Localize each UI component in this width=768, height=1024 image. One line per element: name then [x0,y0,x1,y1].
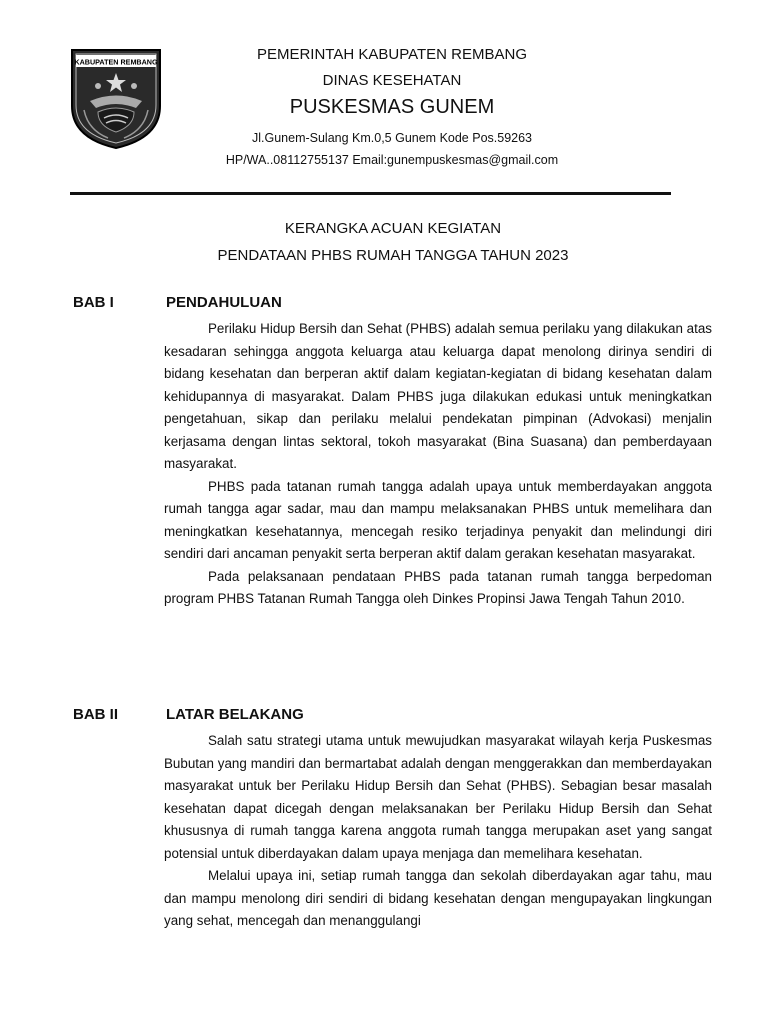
kop-puskesmas: PUSKESMAS GUNEM [289,96,495,118]
paragraph: Salah satu strategi utama untuk mewujudkan masyarakat wilayah kerja Puskesmas Bubutan yang mandiri dan bermartabat adalah dengan menggerakkan dan memberdayakan masyarakat untuk ber Perilaku Hidup Bersih dan Sehat (PHBS). Sebagian besar masalah kesehatan dapat dicegah dengan melaksanakan ber Perilaku Hidup Bersih dan Sehat khususnya di rumah tangga karena anggota rumah tangga merupakan aset yang sangat potensial untuk diberdayakan dalam upaya menjaga dan memelihara kesehatan. [164,733,712,861]
document-title: KERANGKA ACUAN KEGIATAN [284,220,502,237]
paragraph: Perilaku Hidup Bersih dan Sehat (PHBS) adalah semua perilaku yang dilakukan atas kesadaran sehingga anggota keluarga atau keluarga dapat menolong dirinya sendiri di bidang kesehatan dan berperan aktif dalam kegiatan-kegiatan di bidang kesehatan dalam kehidupannya di masyarakat. Dalam PHBS juga dilakukan edukasi untuk meningkatkan pengetahuan, sikap dan perilaku melalui pendekatan pimpinan (Advokasi) menjalin kerjasama dengan lintas sektoral, tokoh masyarakat (Bina Suasana) dan pemberdayaan masyarakat. [164,321,712,471]
kabupaten-rembang-logo [68,46,164,150]
kop-pemerintah: PEMERINTAH KABUPATEN REMBANG [256,46,528,63]
bab-ii-heading: LATAR BELAKANG [166,706,304,723]
letterhead-divider [70,192,671,195]
paragraph: Melalui upaya ini, setiap rumah tangga dan sekolah diberdayakan agar tahu, mau dan mampu menolong diri sendiri di bidang kesehatan dengan mengupayakan lingkungan yang sehat, mencegah dan menanggulangi [164,868,712,928]
paragraph: PHBS pada tatanan rumah tangga adalah upaya untuk memberdayakan anggota rumah tangga agar sadar, mau dan mampu melaksanakan PHBS untuk memelihara dan meningkatkan kesehatannya, mencegah resiko terjadinya penyakit dan melindungi diri sendiri dari ancaman penyakit serta berperan aktif dalam gerakan kesehatan masyarakat. [164,478,712,561]
bab-i-label: BAB I [73,294,114,311]
bab-ii-body [164,730,712,933]
bab-i-body [164,318,712,611]
kop-dinas: DINAS KESEHATAN [322,72,462,89]
bab-ii-label: BAB II [73,706,118,723]
document-subtitle: PENDATAAN PHBS RUMAH TANGGA TAHUN 2023 [217,247,569,264]
kop-address: Jl.Gunem-Sulang Km.0,5 Gunem Kode Pos.59263 [251,131,533,145]
kop-contact: HP/WA..08112755137 Email:gunempuskesmas@gmail.com [225,153,559,167]
bab-i-heading: PENDAHULUAN [166,294,282,311]
paragraph: Pada pelaksanaan pendataan PHBS pada tatanan rumah tangga berpedoman program PHBS Tatanan Rumah Tangga oleh Dinkes Propinsi Jawa Tengah Tahun 2010. [164,568,712,606]
logo-text: KABUPATEN REMBANG [74,57,158,67]
